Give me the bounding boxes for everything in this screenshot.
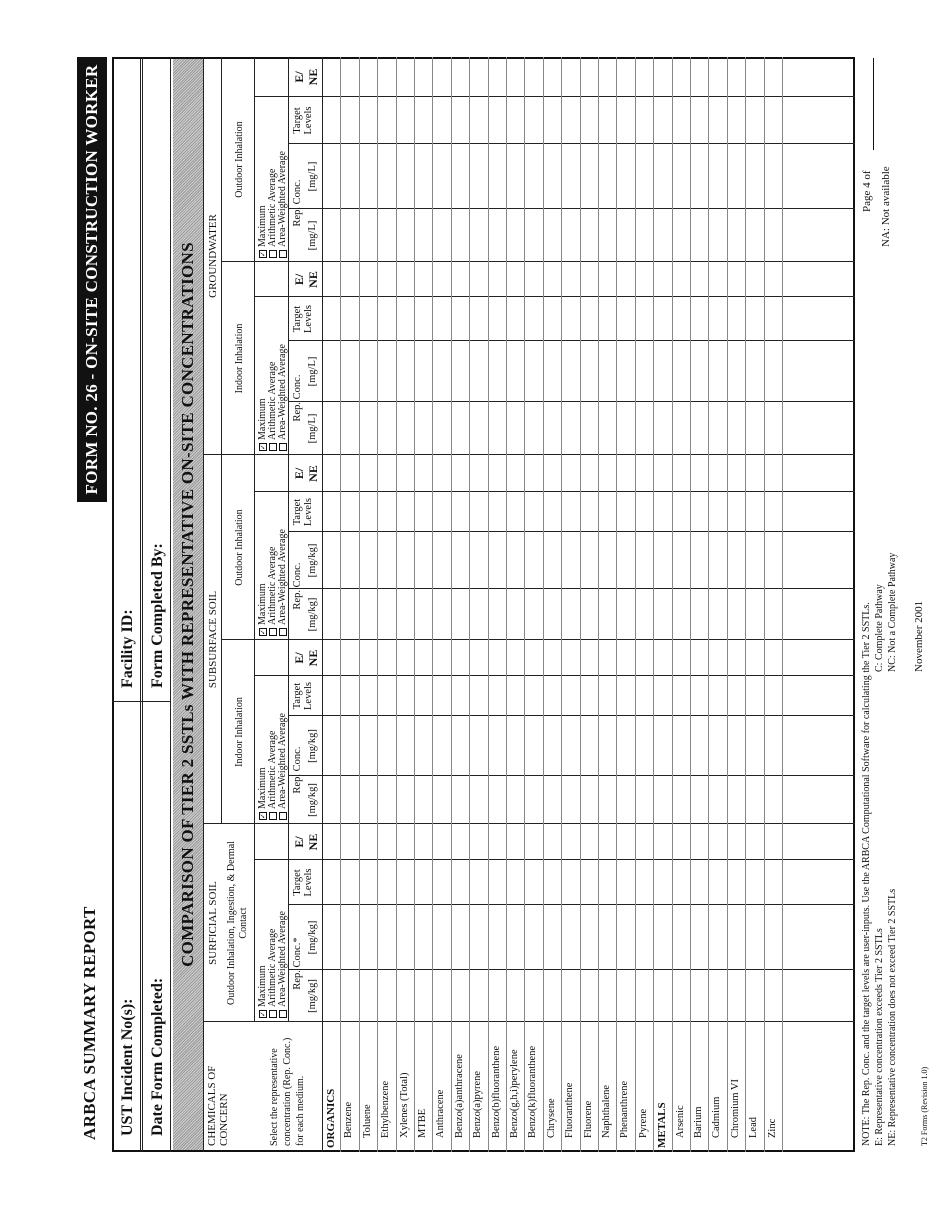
row-divider — [727, 57, 728, 1152]
e-label: E/ — [292, 273, 306, 286]
chemical-row[interactable]: Cadmium — [711, 1096, 723, 1138]
checkbox-arithmetic[interactable] — [269, 1010, 277, 1018]
unit-rep-conc: [mg/kg] — [307, 783, 318, 817]
row-divider — [359, 57, 360, 1152]
unit-rep-conc: [mg/L] — [307, 220, 318, 251]
chemical-row[interactable]: MTBE — [417, 1108, 428, 1138]
row-divider — [653, 57, 654, 1152]
divider — [142, 57, 143, 1152]
row-divider — [488, 57, 489, 1152]
chemical-row[interactable]: Xylenes (Total) — [398, 1072, 410, 1138]
option-area-weighted-gw-in[interactable] — [277, 344, 288, 451]
divider — [288, 715, 855, 716]
row-divider — [690, 57, 691, 1152]
option-label: Arithmetic Average — [267, 546, 278, 625]
option-area-weighted-sub-in[interactable] — [277, 713, 288, 820]
divider — [288, 401, 855, 402]
option-area-weighted-gw-out[interactable] — [277, 151, 288, 258]
target-levels-header: Target Levels — [292, 682, 314, 710]
row-divider — [340, 57, 341, 1152]
row-divider — [598, 57, 599, 1152]
chemical-row[interactable]: Benzene — [343, 1101, 355, 1138]
row-divider — [561, 57, 562, 1152]
completed-by-field[interactable]: Form Completed By: — [149, 543, 166, 688]
e-ne-header — [292, 824, 320, 860]
ust-incident-field[interactable]: UST Incident No(s): — [119, 998, 136, 1136]
pathway-outdoor-ingestion: Outdoor Inhalation, Ingestion, & Dermal Contact — [226, 841, 249, 1005]
divider — [288, 57, 289, 1022]
unit-target-levels: [mg/kg] — [307, 543, 318, 578]
report-title: ARBCA SUMMARY REPORT — [80, 906, 99, 1140]
unit-rep-conc: [mg/L] — [307, 413, 318, 444]
target-levels-header: Target Levels — [292, 868, 314, 897]
divider — [288, 969, 855, 970]
checkbox-arithmetic[interactable] — [269, 628, 277, 636]
checkbox-maximum[interactable]: ✓ — [258, 444, 267, 450]
chemical-row[interactable]: Naphthalene — [601, 1084, 612, 1138]
e-ne-header — [292, 262, 320, 297]
rep-conc-header: Rep. Conc.* — [292, 937, 303, 990]
divider — [140, 57, 141, 1152]
row-divider — [396, 57, 397, 1152]
checkbox-arithmetic[interactable] — [269, 812, 277, 820]
facility-id-field[interactable]: Facility ID: — [119, 609, 136, 688]
chemical-row[interactable]: Toluene — [361, 1104, 373, 1138]
chemical-row[interactable]: Zinc — [766, 1118, 778, 1138]
option-label: Maximum — [257, 767, 268, 809]
row-divider — [635, 57, 636, 1152]
option-area-weighted-ss[interactable] — [277, 911, 288, 1018]
pathway-indoor-inhalation-sub: Indoor Inhalation — [234, 697, 245, 767]
e-ne-header — [292, 640, 320, 676]
target-levels-header: Target Levels — [292, 498, 314, 526]
unit-target-levels: [mg/L] — [307, 356, 318, 387]
divider — [203, 57, 204, 1152]
chemical-row[interactable]: Chrysene — [545, 1098, 557, 1138]
divider — [170, 57, 171, 1152]
ne-label: NE — [306, 271, 320, 288]
divider — [288, 904, 855, 905]
comparison-banner — [173, 59, 203, 1150]
pathway-outdoor-inhalation-sub: Outdoor Inhalation — [234, 509, 245, 586]
note-c: C: Complete Pathway — [874, 584, 885, 672]
checkbox-maximum[interactable]: ✓ — [258, 1011, 267, 1017]
chemical-row[interactable]: Benzo(k)fluoranthene — [527, 1045, 539, 1138]
pathway-indoor-inhalation-gw: Indoor Inhalation — [234, 323, 245, 394]
pathway-outdoor-inhalation-gw: Outdoor Inhalation — [234, 121, 245, 198]
form-frame — [112, 57, 855, 1152]
date-completed-field[interactable]: Date Form Completed: — [149, 977, 166, 1136]
chemical-row[interactable]: Chromium VI — [729, 1078, 741, 1138]
unit-rep-conc: [mg/kg] — [307, 597, 318, 632]
option-label: Area-Weighted Average — [277, 344, 288, 440]
ne-label: NE — [306, 465, 320, 482]
row-divider — [782, 57, 783, 1152]
option-label: Arithmetic Average — [267, 928, 278, 1007]
row-divider — [764, 57, 765, 1152]
rep-conc-header: Rep. Conc. — [292, 746, 303, 794]
option-label: Area-Weighted Average — [277, 911, 288, 1007]
e-label: E/ — [292, 467, 306, 480]
chemical-row[interactable]: Phenanthrene — [619, 1080, 631, 1138]
checkbox-area-weighted[interactable] — [279, 250, 287, 258]
select-instruction: Select the representative concentration (Rep. Conc.) for each medium. — [269, 1037, 306, 1146]
option-area-weighted-sub-out[interactable] — [277, 529, 288, 636]
row-divider — [469, 57, 470, 1152]
rep-conc-header: Rep. Conc. — [292, 562, 303, 610]
divider — [288, 208, 855, 209]
row-divider — [745, 57, 746, 1152]
unit-target-levels: [mg/kg] — [307, 729, 318, 763]
row-divider — [524, 57, 525, 1152]
row-divider — [506, 57, 507, 1152]
divider — [288, 588, 855, 589]
form-title-bar — [77, 57, 107, 502]
section-organics: ORGANICS — [325, 1088, 337, 1148]
checkbox-maximum[interactable]: ✓ — [258, 629, 267, 635]
row-divider — [543, 57, 544, 1152]
row-divider — [708, 57, 709, 1152]
chemical-row[interactable]: Pyrene — [637, 1108, 649, 1138]
unit-target-levels: [mg/kg] — [307, 920, 318, 955]
checkbox-area-weighted[interactable] — [279, 443, 287, 451]
divider — [322, 57, 323, 1152]
form-title: FORM NO. 26 - ON-SITE CONSTRUCTION WORKER — [82, 64, 101, 495]
divider — [112, 701, 170, 702]
unit-rep-conc: [mg/kg] — [307, 979, 318, 1013]
note-user-inputs: NOTE: The Rep. Conc. and the target levels are user-inputs. Use the ARBCA Computational Software for calculating the Tier 2 SSTLs. — [861, 602, 872, 1146]
option-label: Area-Weighted Average — [277, 713, 288, 809]
chemical-row[interactable]: Ethylbenzene — [380, 1080, 392, 1138]
section-metals: METALS — [656, 1102, 669, 1148]
target-levels-header: Target Levels — [292, 106, 314, 135]
note-nc: NC: Not a Complete Pathway — [887, 552, 898, 672]
row-divider — [672, 57, 673, 1152]
option-label: Arithmetic Average — [267, 168, 278, 247]
divider — [221, 57, 222, 824]
e-label: E/ — [292, 836, 306, 848]
chemical-row[interactable]: Fluoranthene — [564, 1082, 576, 1138]
note-e: E: Representative concentration exceeds Tier 2 SSTLs — [874, 928, 885, 1146]
rep-conc-header: Rep. Conc. — [292, 179, 303, 227]
option-label: Maximum — [257, 398, 268, 440]
e-ne-header — [292, 455, 320, 492]
chemical-row[interactable]: Fluorene — [582, 1100, 594, 1138]
checkbox-maximum[interactable]: ✓ — [258, 251, 267, 257]
unit-target-levels: [mg/L] — [307, 161, 318, 192]
page-total-blank — [873, 58, 874, 150]
checkbox-area-weighted[interactable] — [279, 628, 287, 636]
ne-label: NE — [306, 833, 320, 851]
option-label: Arithmetic Average — [267, 361, 278, 440]
row-divider — [616, 57, 617, 1152]
page-number: Page 4 of — [861, 170, 873, 212]
footer-revision: T2 Forms (Revision 1.0) — [920, 1066, 929, 1146]
option-label: Arithmetic Average — [267, 730, 278, 809]
row-divider — [580, 57, 581, 1152]
option-label: Maximum — [257, 205, 268, 247]
groundwater-header: GROUNDWATER — [207, 214, 219, 298]
note-ne: NE: Representative concentration does not exceed Tier 2 SSTLs — [887, 888, 898, 1146]
option-label: Area-Weighted Average — [277, 151, 288, 247]
row-divider — [414, 57, 415, 1152]
chemical-row[interactable]: Benzo(a)pyrene — [472, 1070, 484, 1138]
subsurface-soil-header: SUBSURFACE SOIL — [207, 590, 219, 689]
target-levels-header: Target Levels — [292, 305, 314, 333]
checkbox-arithmetic[interactable] — [269, 443, 277, 451]
chemical-row[interactable]: Benzo(a)anthracene — [453, 1054, 465, 1138]
divider — [288, 143, 855, 144]
e-ne-header — [292, 57, 320, 97]
option-label: Area-Weighted Average — [277, 529, 288, 625]
divider — [254, 57, 255, 1022]
chemical-row[interactable]: Benzo(g,h,i)perylene — [509, 1049, 520, 1138]
e-label: E/ — [292, 652, 306, 664]
option-label: Maximum — [257, 583, 268, 625]
rep-conc-header: Rep. Conc. — [292, 374, 303, 422]
chemical-row[interactable]: Barium — [693, 1106, 704, 1138]
checkbox-area-weighted[interactable] — [279, 1010, 287, 1018]
chemical-row[interactable]: Arsenic — [674, 1105, 686, 1138]
ne-label: NE — [306, 649, 320, 667]
chemicals-header: CHEMICALS OF CONCERN — [206, 1065, 230, 1146]
row-divider — [377, 57, 378, 1152]
checkbox-area-weighted[interactable] — [279, 812, 287, 820]
option-label: Maximum — [257, 965, 268, 1007]
chemical-row[interactable]: Benzo(b)fluoranthene — [490, 1045, 502, 1138]
row-divider — [432, 57, 433, 1152]
e-label: E/ — [292, 71, 306, 83]
divider — [288, 340, 855, 341]
note-na: NA: Not available — [880, 166, 892, 247]
surficial-soil-header: SURFICIAL SOIL — [207, 881, 219, 965]
chemical-row[interactable]: Anthracene — [435, 1089, 447, 1138]
row-divider — [451, 57, 452, 1152]
divider — [288, 775, 855, 776]
checkbox-arithmetic[interactable] — [269, 250, 277, 258]
divider — [288, 531, 855, 532]
chemical-row[interactable]: Lead — [748, 1117, 760, 1138]
checkbox-maximum[interactable]: ✓ — [258, 813, 267, 819]
banner-title: COMPARISON OF TIER 2 SSTLs WITH REPRESENTATIVE ON-SITE CONCENTRATIONS — [178, 242, 197, 967]
ne-label: NE — [306, 68, 320, 86]
footer-date: November 2001 — [913, 600, 925, 672]
